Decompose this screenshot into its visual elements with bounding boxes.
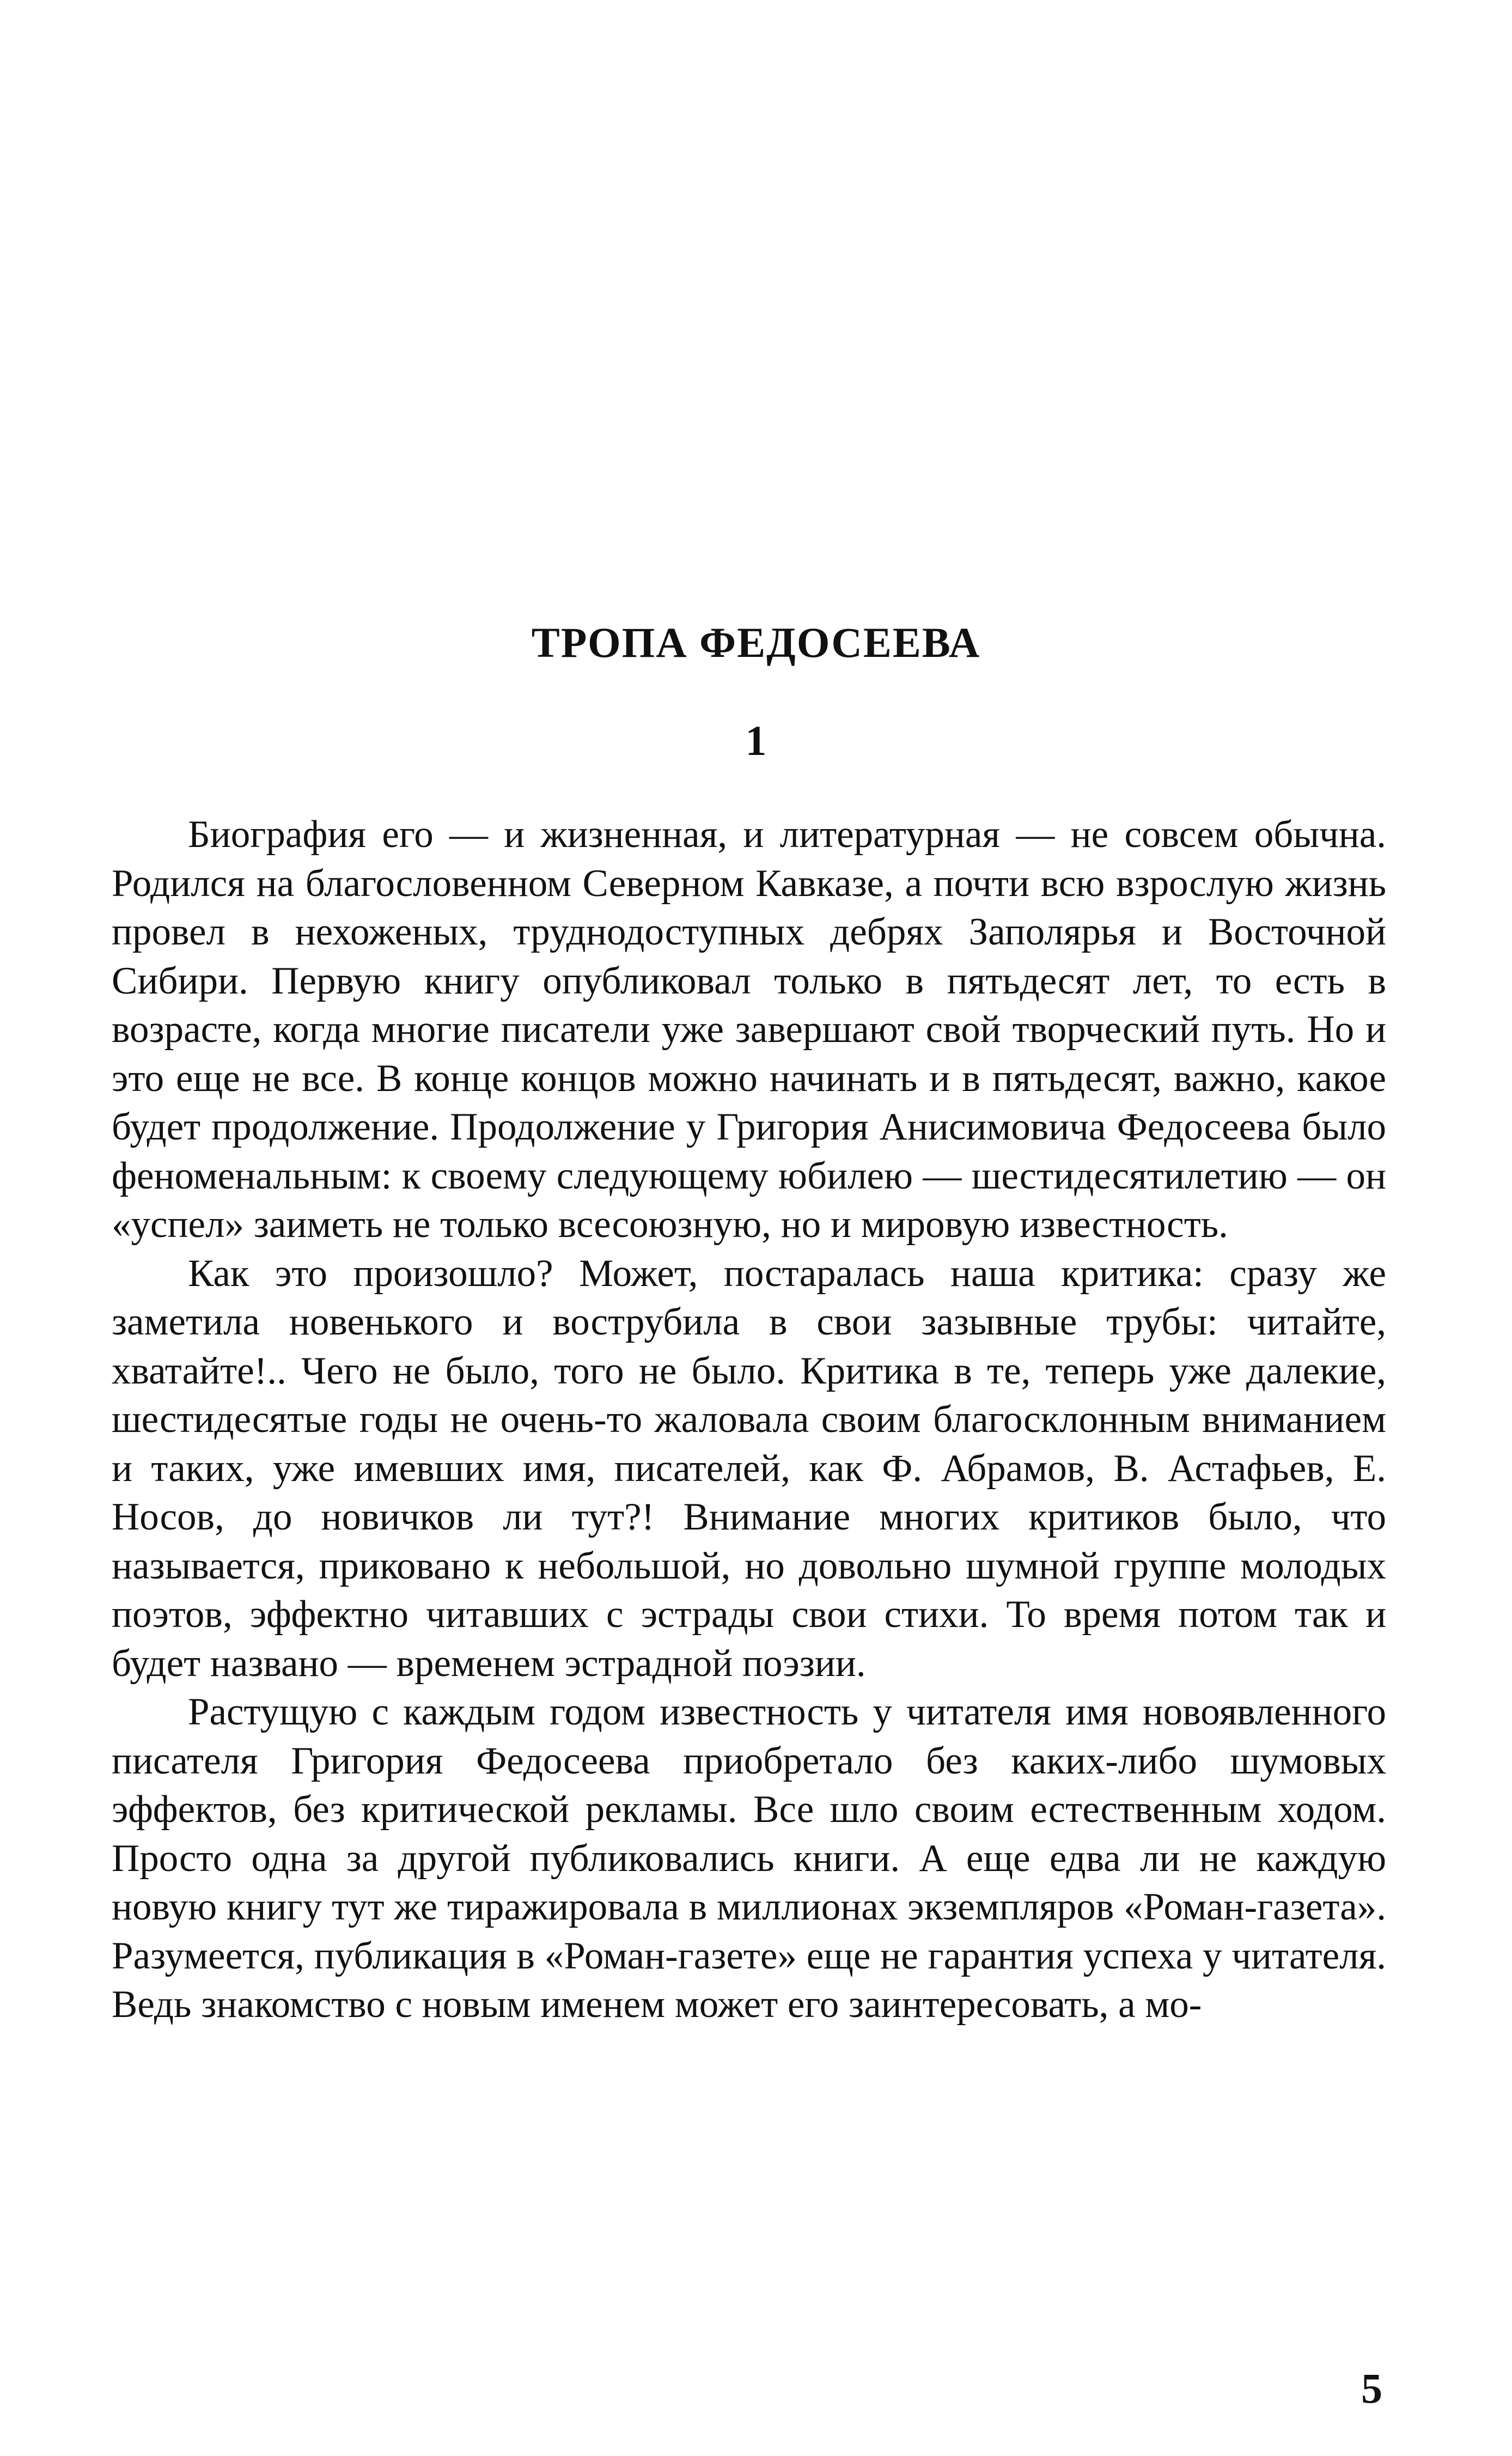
section-number: 1 bbox=[745, 717, 767, 764]
body-text bbox=[112, 810, 1386, 2030]
paragraph: Растущую с каждым годом известность у читателя имя новоявленного писателя Григория Федосеева приобретало без каких-либо шумовых эффектов, без критической рекламы. Все шло своим естественным ходом. Просто одна за другой публиковались книги. А еще едва ли не каждую новую книгу тут же тиражировала в миллионах экземпляров «Роман-газета». Разумеется, публикация в «Роман-газете» еще не гарантия успеха у читателя. Ведь знакомство с новым именем может его заинтересовать, а мо- bbox=[112, 1691, 1386, 2026]
chapter-title: ТРОПА ФЕДОСЕЕВА bbox=[531, 619, 981, 666]
paragraph: Как это произошло? Может, постаралась наша критика: сразу же заметила новенького и вострубила в свои зазывные трубы: читайте, хватайте!.. Чего не было, того не было. Критика в те, теперь уже далекие, шестидесятые годы не очень-то жаловала своим благосклонным вниманием и таких, уже имевших имя, писателей, как Ф. Абрамов, В. Астафьев, Е. Носов, до новичков ли тут?! Внимание многих критиков было, что называется, приковано к небольшой, но довольно шумной группе молодых поэтов, эффектно читавших с эстрады свои стихи. То время потом так и будет названо — временем эстрадной поэзии. bbox=[112, 1252, 1386, 1685]
page-number: 5 bbox=[1361, 2364, 1382, 2412]
paragraph: Биография его — и жизненная, и литературная — не совсем обычна. Родился на благословенном Северном Кавказе, а почти всю взрослую жизнь провел в нехоженых, труднодоступных дебрях Заполярья и Восточной Сибири. Первую книгу опубликовал только в пятьдесят лет, то есть в возрасте, когда многие писатели уже завершают свой творческий путь. Но и это еще не все. В конце концов можно начинать и в пятьдесят, важно, какое будет продолжение. Продолжение у Григория Анисимовича Федосеева было феноменальным: к своему следующему юбилею — шестидесятилетию — он «успел» заиметь не только всесоюзную, но и мировую известность. bbox=[112, 813, 1386, 1246]
